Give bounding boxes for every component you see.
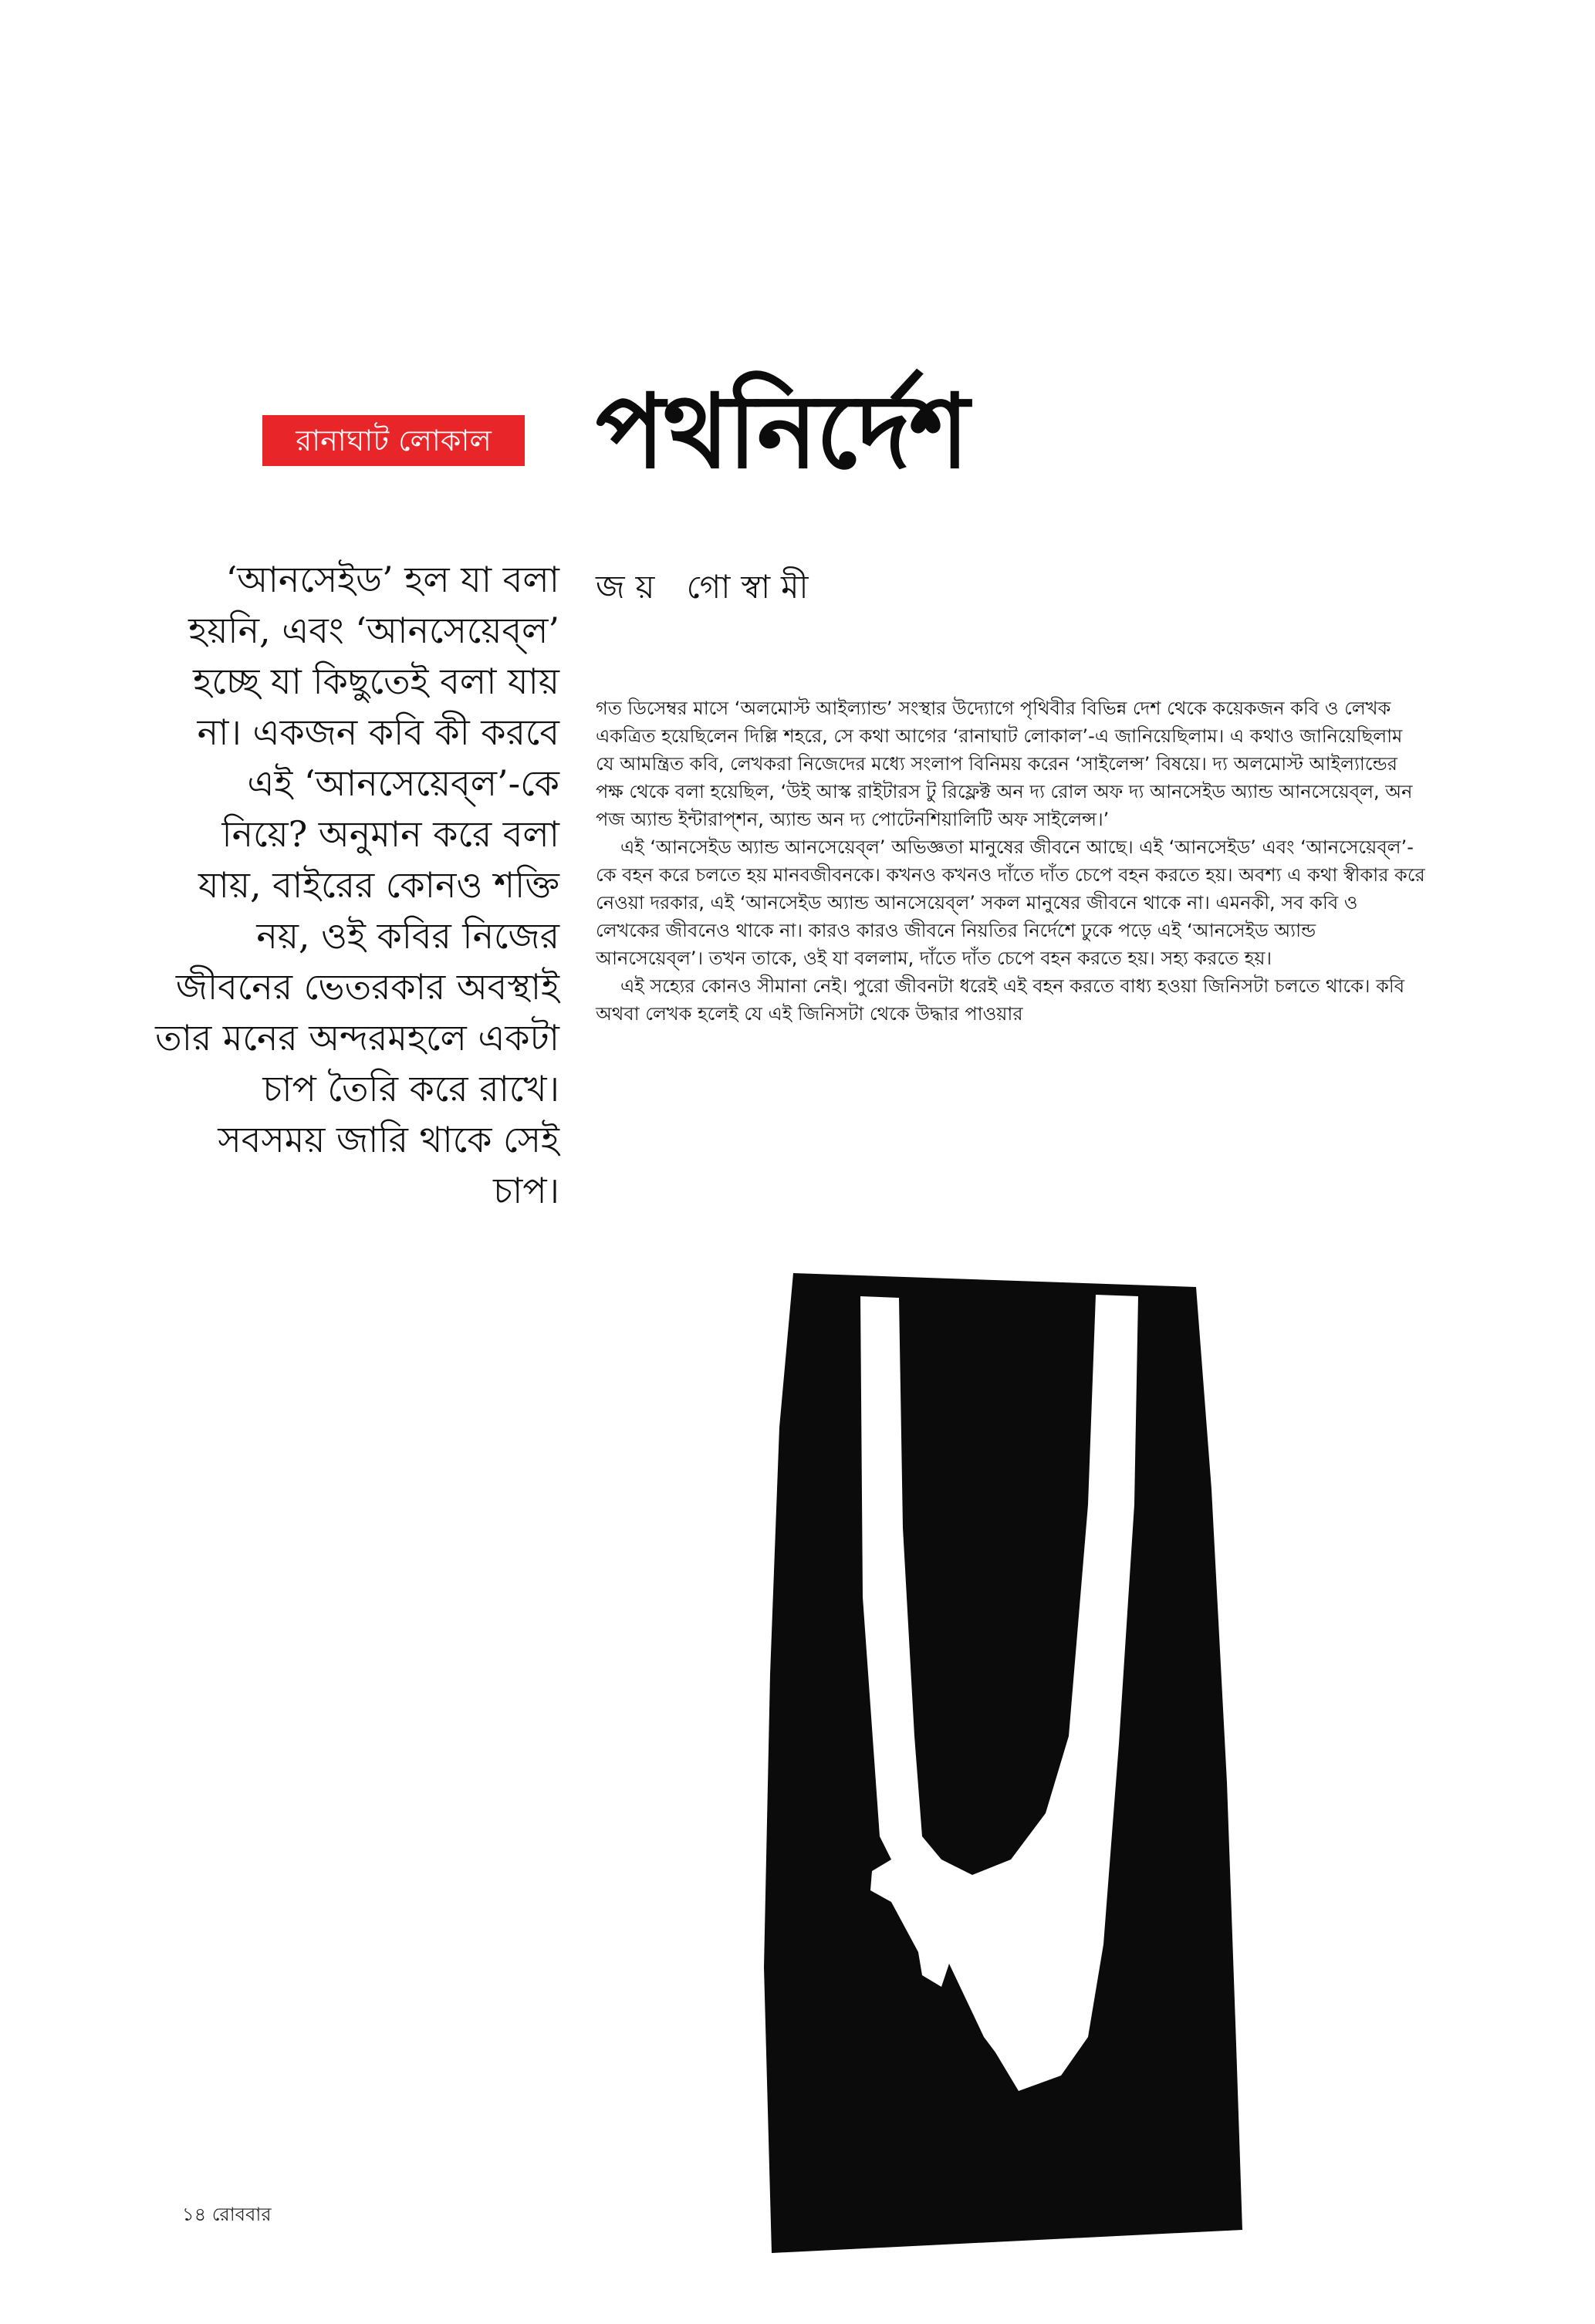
headline: পথনির্দেশ: [596, 372, 968, 491]
page-folio: ১৪ রোববার: [182, 2204, 272, 2225]
body-paragraph-3: এই সহ্যের কোনও সীমানা নেই। পুরো জীবনটা ধরেই এই বহন করতে বাধ্য হওয়া জিনিসটা চলতে থাকে। কবি অথবা লেখক হলেই যে এই জিনিসটা থেকে উদ্ধার পাওয়ার: [596, 975, 1405, 1025]
body-paragraph-2: এই ‘আনসেইড অ্যান্ড আনসেয়েব্‌ল’ অভিজ্ঞতা মানুষের জীবনে আছে। এই ‘আনসেইড’ এবং ‘আনসেয়েব্‌ল’-কে বহন করে চলতে হয় মানবজীবনকে। কখনও কখনও দাঁতে দাঁত চেপে বহন করতে হয়। অবশ্য এ কথা স্বীকার করে নেওয়া দরকার, এই ‘আনসেইড অ্যান্ড আনসেয়েব্‌ল’ সকল মানুষের জীবনে থাকে না। এমনকী, সব কবি ও লেখকের জীবনেও থাকে না। কারও কারও জীবনে নিয়তির নির্দেশে ঢুকে পড়ে এই ‘আনসেইড অ্যান্ড আনসেয়েব্‌ল’। তখন তাকে, ওই যা বললাম, দাঁতে দাঁত চেপে বহন করতে হয়। সহ্য করতে হয়।: [596, 836, 1425, 969]
illustration-black-shape: [764, 1273, 1242, 2253]
body-paragraph-1: গত ডিসেম্বর মাসে ‘অলমোস্ট আইল্যান্ড’ সংস্থার উদ্যোগে পৃথিবীর বিভিন্ন দেশ থেকে কয়েকজন কবি ও লেখক একত্রিত হয়েছিলেন দিল্লি শহরে, সে কথা আগের ‘রানাঘাট লোকাল’-এ জানিয়েছিলাম। এ কথাও জানিয়েছিলাম যে আমন্ত্রিত কবি, লেখকরা নিজেদের মধ্যে সংলাপ বিনিময় করেন ‘সাইলেন্স’ বিষয়ে। দ্য অলমোস্ট আইল্যান্ডের পক্ষ থেকে বলা হয়েছিল, ‘উই আস্ক রাইটারস টু রিফ্লেক্ট অন দ্য রোল অফ দ্য আনসেইড অ্যান্ড আনসেয়েব্‌ল, অন পজ অ্যান্ড ইন্টারাপ্‌শন, অ্যান্ড অন দ্য পোটেনশিয়ালিটি অফ সাইলেন্স।’: [596, 698, 1413, 830]
author-byline: জয় গোস্বামী: [596, 568, 819, 606]
pull-quote: ‘আনসেইড’ হল যা বলা হয়নি, এবং ‘আনসেয়েব্‌ল’ হচ্ছে যা কিছুতেই বলা যায় না। একজন কবি কী করবে এই ‘আনসেয়েব্‌ল’-কে নিয়ে? অনুমান করে বলা যায়, বাইরের কোনও শক্তি নয়, ওই কবির নিজের জীবনের ভেতরকার অবস্থাই তার মনের অন্দরমহলে একটা চাপ তৈরি করে রাখে। সবসময় জারি থাকে সেই চাপ।: [155, 559, 559, 1211]
hand-illustration: [764, 1273, 1242, 2261]
article-body: [596, 694, 1425, 1028]
column-tag: রানাঘাট লোকাল: [262, 415, 525, 466]
